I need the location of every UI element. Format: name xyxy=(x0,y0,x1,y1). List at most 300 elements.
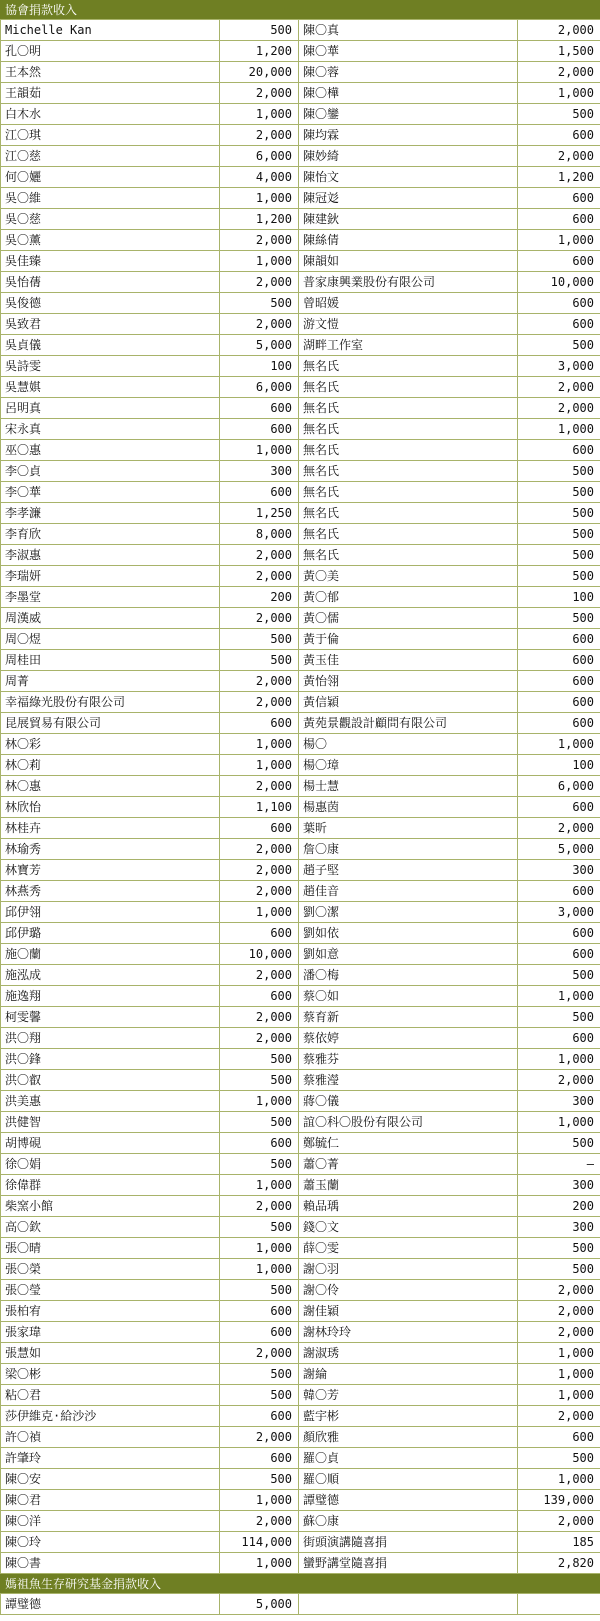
table-row xyxy=(1,1553,600,1574)
donation-amount-right: 2,820 xyxy=(518,1553,600,1574)
donation-amount-left: 600 xyxy=(220,986,299,1007)
table-row xyxy=(1,461,600,482)
table-row xyxy=(1,1028,600,1049)
donation-amount-right: 2,000 xyxy=(518,1280,600,1301)
donation-amount-left: 500 xyxy=(220,1469,299,1490)
donation-amount-left: 500 xyxy=(220,1280,299,1301)
donation-amount-left: 2,000 xyxy=(220,965,299,986)
donation-amount-left: 1,000 xyxy=(220,902,299,923)
donor-name-left: 周〇煜 xyxy=(1,629,220,650)
donation-amount-left: 4,000 xyxy=(220,167,299,188)
donation-amount-left: 1,000 xyxy=(220,1259,299,1280)
donor-name-right: 陳絲倩 xyxy=(299,230,518,251)
donor-name-left: 洪美惠 xyxy=(1,1091,220,1112)
donation-amount-left: 500 xyxy=(220,1154,299,1175)
donor-name-left: 林燕秀 xyxy=(1,881,220,902)
donor-name-left: 洪〇鋒 xyxy=(1,1049,220,1070)
donation-amount-right: 5,000 xyxy=(518,839,600,860)
donor-name-right: 陳〇華 xyxy=(299,41,518,62)
donation-amount-right: – xyxy=(518,1154,600,1175)
donation-amount-right: 1,000 xyxy=(518,1049,600,1070)
donation-amount-left: 1,000 xyxy=(220,440,299,461)
donation-amount-right: 500 xyxy=(518,566,600,587)
donor-name-right: 陳妙綺 xyxy=(299,146,518,167)
table-row xyxy=(1,608,600,629)
donation-amount-right: 3,000 xyxy=(518,902,600,923)
donor-name-left: 施泓成 xyxy=(1,965,220,986)
donor-name-left: 陳〇安 xyxy=(1,1469,220,1490)
donor-name-right: 黃〇儒 xyxy=(299,608,518,629)
donor-name-left: 洪〇翔 xyxy=(1,1028,220,1049)
donor-name-right: 陳建鈥 xyxy=(299,209,518,230)
donor-name-left: 王本然 xyxy=(1,62,220,83)
table-row xyxy=(1,860,600,881)
table-row xyxy=(1,1217,600,1238)
table-row xyxy=(1,1238,600,1259)
donation-amount-left: 1,200 xyxy=(220,209,299,230)
donation-amount-right: 500 xyxy=(518,461,600,482)
table-row xyxy=(1,566,600,587)
donation-amount-left: 600 xyxy=(220,818,299,839)
donation-amount-right: 139,000 xyxy=(518,1490,600,1511)
table-row xyxy=(1,1511,600,1532)
donation-amount-left: 1,000 xyxy=(220,188,299,209)
table-row xyxy=(1,1301,600,1322)
donor-name-right: 葉昕 xyxy=(299,818,518,839)
donor-name-left: 洪〇叡 xyxy=(1,1070,220,1091)
table-row xyxy=(1,692,600,713)
donation-amount-right: 1,000 xyxy=(518,986,600,1007)
donor-name-right: 黃于倫 xyxy=(299,629,518,650)
donor-name-right: 無名氏 xyxy=(299,356,518,377)
donation-amount-left: 600 xyxy=(220,1406,299,1427)
donor-name-left: 吳詩雯 xyxy=(1,356,220,377)
donor-name-left: 李孝濂 xyxy=(1,503,220,524)
donor-name-left: 李育欣 xyxy=(1,524,220,545)
donation-amount-right: 3,000 xyxy=(518,356,600,377)
donation-amount-right: 300 xyxy=(518,1091,600,1112)
donor-name-right: 錢〇文 xyxy=(299,1217,518,1238)
donor-name-right: 楊士慧 xyxy=(299,776,518,797)
donation-amount-right: 1,000 xyxy=(518,1364,600,1385)
donor-name-left: 高〇欽 xyxy=(1,1217,220,1238)
donor-name-right: 謝淑琇 xyxy=(299,1343,518,1364)
donations-table-body xyxy=(1,20,600,1574)
donation-amount-right: 2,000 xyxy=(518,1070,600,1091)
donor-name-left: 林瑜秀 xyxy=(1,839,220,860)
donation-amount-right: 1,200 xyxy=(518,167,600,188)
table-row xyxy=(1,125,600,146)
donation-amount-left: 500 xyxy=(220,20,299,41)
table-row xyxy=(1,251,600,272)
donor-name-right: 曾昭媛 xyxy=(299,293,518,314)
donor-name-left: 呂明真 xyxy=(1,398,220,419)
donation-amount-left: 500 xyxy=(220,1070,299,1091)
donation-amount-left: 2,000 xyxy=(220,566,299,587)
donation-amount-right: 600 xyxy=(518,629,600,650)
table-row xyxy=(1,1364,600,1385)
donation-amount-right xyxy=(518,1594,600,1615)
donation-amount-left: 600 xyxy=(220,398,299,419)
donation-amount-left: 1,200 xyxy=(220,41,299,62)
donation-amount-left: 1,000 xyxy=(220,1238,299,1259)
donor-name-left: 林〇彩 xyxy=(1,734,220,755)
donor-name-right: 蔡雅芬 xyxy=(299,1049,518,1070)
donation-amount-right: 500 xyxy=(518,482,600,503)
donation-amount-left: 2,000 xyxy=(220,1028,299,1049)
donor-name-right: 鄭毓仁 xyxy=(299,1133,518,1154)
donation-amount-right: 200 xyxy=(518,1196,600,1217)
donation-amount-left: 1,000 xyxy=(220,1553,299,1574)
donation-amount-left: 100 xyxy=(220,356,299,377)
donor-name-right: 詹〇康 xyxy=(299,839,518,860)
donor-name-right: 謝佳穎 xyxy=(299,1301,518,1322)
table-row xyxy=(1,440,600,461)
donation-amount-right: 1,500 xyxy=(518,41,600,62)
fund-table xyxy=(0,1594,600,1615)
donor-name-right: 蔣〇儀 xyxy=(299,1091,518,1112)
donation-amount-left: 2,000 xyxy=(220,314,299,335)
donation-amount-left: 600 xyxy=(220,1133,299,1154)
fund-table-body xyxy=(1,1594,600,1615)
table-row xyxy=(1,1594,600,1615)
donor-name-right: 蔡雅瀅 xyxy=(299,1070,518,1091)
table-row xyxy=(1,986,600,1007)
donor-name-left: 林寶芳 xyxy=(1,860,220,881)
donor-name-right: 誼〇科〇股份有限公司 xyxy=(299,1112,518,1133)
donor-name-right: 普家康興業股份有限公司 xyxy=(299,272,518,293)
donor-name-right: 蔡依婷 xyxy=(299,1028,518,1049)
donation-amount-left: 1,000 xyxy=(220,734,299,755)
table-row xyxy=(1,83,600,104)
donation-amount-left: 2,000 xyxy=(220,860,299,881)
donation-amount-right: 2,000 xyxy=(518,146,600,167)
table-row xyxy=(1,671,600,692)
donor-name-right: 劉〇潔 xyxy=(299,902,518,923)
donor-name-right: 楊惠茵 xyxy=(299,797,518,818)
table-row xyxy=(1,1007,600,1028)
donation-amount-right: 600 xyxy=(518,125,600,146)
donation-amount-right: 600 xyxy=(518,671,600,692)
donation-amount-left: 1,100 xyxy=(220,797,299,818)
donation-amount-right: 600 xyxy=(518,209,600,230)
donation-amount-left: 600 xyxy=(220,923,299,944)
table-row xyxy=(1,650,600,671)
donor-name-left: 陳〇君 xyxy=(1,1490,220,1511)
donor-name-left: 許肇玲 xyxy=(1,1448,220,1469)
donation-amount-left: 8,000 xyxy=(220,524,299,545)
table-row xyxy=(1,629,600,650)
table-row xyxy=(1,62,600,83)
donation-amount-left: 1,000 xyxy=(220,104,299,125)
donation-amount-right: 1,000 xyxy=(518,230,600,251)
donation-amount-right: 2,000 xyxy=(518,818,600,839)
donor-name-left: 林〇莉 xyxy=(1,755,220,776)
donor-name-left: Michelle Kan xyxy=(1,20,220,41)
donor-name-right: 黃怡翎 xyxy=(299,671,518,692)
donor-name-right xyxy=(299,1594,518,1615)
table-row xyxy=(1,1070,600,1091)
donation-amount-right: 600 xyxy=(518,188,600,209)
table-row xyxy=(1,902,600,923)
donation-amount-right: 100 xyxy=(518,755,600,776)
donation-amount-left: 600 xyxy=(220,713,299,734)
donation-amount-left: 1,250 xyxy=(220,503,299,524)
donor-name-left: 邱伊璐 xyxy=(1,923,220,944)
donation-amount-right: 600 xyxy=(518,797,600,818)
donation-amount-right: 600 xyxy=(518,293,600,314)
donation-amount-right: 600 xyxy=(518,713,600,734)
donor-name-right: 無名氏 xyxy=(299,377,518,398)
donor-name-right: 謝綸 xyxy=(299,1364,518,1385)
table-row xyxy=(1,1469,600,1490)
donor-name-right: 黃〇美 xyxy=(299,566,518,587)
table-row xyxy=(1,1490,600,1511)
donation-amount-left: 1,000 xyxy=(220,755,299,776)
donor-name-left: 江〇琪 xyxy=(1,125,220,146)
table-row xyxy=(1,398,600,419)
table-row xyxy=(1,209,600,230)
donor-name-right: 陳〇鑾 xyxy=(299,104,518,125)
donation-amount-left: 20,000 xyxy=(220,62,299,83)
donor-name-right: 陳冠彣 xyxy=(299,188,518,209)
donation-amount-right: 500 xyxy=(518,608,600,629)
donation-amount-right: 2,000 xyxy=(518,1406,600,1427)
donor-name-right: 蕭玉蘭 xyxy=(299,1175,518,1196)
donation-amount-left: 10,000 xyxy=(220,944,299,965)
table-row xyxy=(1,1532,600,1553)
donation-amount-right: 600 xyxy=(518,923,600,944)
donation-amount-right: 500 xyxy=(518,1238,600,1259)
donor-name-right: 謝〇伶 xyxy=(299,1280,518,1301)
donation-amount-left: 6,000 xyxy=(220,377,299,398)
donor-name-right: 陳〇真 xyxy=(299,20,518,41)
donation-amount-right: 500 xyxy=(518,545,600,566)
donor-name-left: 梁〇彬 xyxy=(1,1364,220,1385)
donation-amount-left: 5,000 xyxy=(220,1594,299,1615)
table-row xyxy=(1,272,600,293)
donor-name-right: 街頭演講隨喜捐 xyxy=(299,1532,518,1553)
donor-name-left: 譚璧德 xyxy=(1,1594,220,1615)
donor-name-right: 蔡育新 xyxy=(299,1007,518,1028)
donor-name-left: 柯雯馨 xyxy=(1,1007,220,1028)
donation-amount-left: 600 xyxy=(220,1301,299,1322)
donor-name-right: 羅〇貞 xyxy=(299,1448,518,1469)
donation-amount-right: 600 xyxy=(518,650,600,671)
donor-name-left: 柴窯小館 xyxy=(1,1196,220,1217)
table-row xyxy=(1,20,600,41)
donor-name-right: 陳怡文 xyxy=(299,167,518,188)
donor-name-right: 謝林玲玲 xyxy=(299,1322,518,1343)
donor-name-left: 張〇榮 xyxy=(1,1259,220,1280)
table-row xyxy=(1,818,600,839)
donation-amount-left: 2,000 xyxy=(220,608,299,629)
donor-name-right: 游文愷 xyxy=(299,314,518,335)
table-row xyxy=(1,146,600,167)
donation-amount-right: 500 xyxy=(518,1448,600,1469)
table-row xyxy=(1,1196,600,1217)
donor-name-right: 羅〇順 xyxy=(299,1469,518,1490)
donation-amount-left: 2,000 xyxy=(220,839,299,860)
donation-amount-left: 500 xyxy=(220,629,299,650)
donation-amount-right: 1,000 xyxy=(518,1385,600,1406)
donation-amount-left: 2,000 xyxy=(220,230,299,251)
donor-name-right: 楊〇璋 xyxy=(299,755,518,776)
donor-name-left: 宋永真 xyxy=(1,419,220,440)
donation-amount-left: 2,000 xyxy=(220,1196,299,1217)
donation-amount-left: 2,000 xyxy=(220,1511,299,1532)
donation-amount-right: 6,000 xyxy=(518,776,600,797)
donor-name-right: 謝〇羽 xyxy=(299,1259,518,1280)
table-row xyxy=(1,419,600,440)
donation-amount-left: 2,000 xyxy=(220,1007,299,1028)
donor-name-right: 薛〇雯 xyxy=(299,1238,518,1259)
donation-amount-left: 1,000 xyxy=(220,251,299,272)
donor-name-right: 無名氏 xyxy=(299,503,518,524)
donations-table xyxy=(0,20,600,1574)
table-row xyxy=(1,1175,600,1196)
table-row xyxy=(1,944,600,965)
donation-amount-right: 600 xyxy=(518,314,600,335)
donation-amount-right: 1,000 xyxy=(518,734,600,755)
donor-name-left: 周漢威 xyxy=(1,608,220,629)
donation-amount-left: 5,000 xyxy=(220,335,299,356)
donation-amount-right: 500 xyxy=(518,524,600,545)
donor-name-left: 陳〇書 xyxy=(1,1553,220,1574)
donation-amount-right: 2,000 xyxy=(518,398,600,419)
donor-name-left: 吳怡蒨 xyxy=(1,272,220,293)
donor-name-right: 黃〇郁 xyxy=(299,587,518,608)
donation-amount-left: 300 xyxy=(220,461,299,482)
donor-name-left: 胡博硯 xyxy=(1,1133,220,1154)
donation-amount-right: 1,000 xyxy=(518,1469,600,1490)
donation-amount-right: 1,000 xyxy=(518,1112,600,1133)
donor-name-left: 李〇華 xyxy=(1,482,220,503)
donation-amount-right: 1,000 xyxy=(518,1343,600,1364)
donor-name-right: 無名氏 xyxy=(299,419,518,440)
donation-amount-left: 2,000 xyxy=(220,1343,299,1364)
donor-name-right: 蔡〇如 xyxy=(299,986,518,1007)
table-row xyxy=(1,104,600,125)
table-row xyxy=(1,503,600,524)
donor-name-left: 吳貞儀 xyxy=(1,335,220,356)
donor-name-right: 黃苑景觀設計顧問有限公司 xyxy=(299,713,518,734)
donation-amount-left: 600 xyxy=(220,419,299,440)
donor-name-right: 韓〇芳 xyxy=(299,1385,518,1406)
table-row xyxy=(1,923,600,944)
donation-amount-left: 2,000 xyxy=(220,83,299,104)
donation-amount-right: 600 xyxy=(518,881,600,902)
table-row xyxy=(1,41,600,62)
donor-name-left: 張慧如 xyxy=(1,1343,220,1364)
donation-amount-right: 1,000 xyxy=(518,419,600,440)
donation-amount-right: 500 xyxy=(518,104,600,125)
donor-name-right: 黃信穎 xyxy=(299,692,518,713)
donor-name-right: 趙子堅 xyxy=(299,860,518,881)
donor-name-left: 昆展貿易有限公司 xyxy=(1,713,220,734)
table-row xyxy=(1,314,600,335)
donation-amount-left: 600 xyxy=(220,482,299,503)
donation-amount-right: 10,000 xyxy=(518,272,600,293)
table-row xyxy=(1,881,600,902)
donation-amount-left: 2,000 xyxy=(220,125,299,146)
table-row xyxy=(1,1259,600,1280)
donor-name-left: 許〇禎 xyxy=(1,1427,220,1448)
donation-amount-right: 600 xyxy=(518,1028,600,1049)
donor-name-left: 李墨堂 xyxy=(1,587,220,608)
donation-amount-left: 2,000 xyxy=(220,272,299,293)
table-row xyxy=(1,1049,600,1070)
donor-name-left: 孔〇明 xyxy=(1,41,220,62)
table-row xyxy=(1,713,600,734)
donation-amount-left: 500 xyxy=(220,1217,299,1238)
donor-name-left: 吳〇維 xyxy=(1,188,220,209)
donor-name-right: 無名氏 xyxy=(299,524,518,545)
donation-amount-right: 500 xyxy=(518,335,600,356)
donation-amount-right: 2,000 xyxy=(518,1301,600,1322)
donation-amount-left: 1,000 xyxy=(220,1175,299,1196)
table-row xyxy=(1,482,600,503)
donation-amount-right: 300 xyxy=(518,860,600,881)
donor-name-left: 張柏宥 xyxy=(1,1301,220,1322)
donor-name-right: 無名氏 xyxy=(299,545,518,566)
donation-amount-right: 600 xyxy=(518,440,600,461)
section-header-dolphin-fund: 媽祖魚生存研究基金捐款收入 xyxy=(0,1574,600,1594)
donor-name-left: 吳慧娸 xyxy=(1,377,220,398)
donation-amount-right: 2,000 xyxy=(518,62,600,83)
donor-name-left: 江〇慈 xyxy=(1,146,220,167)
table-row xyxy=(1,377,600,398)
donor-name-right: 蘇〇康 xyxy=(299,1511,518,1532)
donor-name-right: 無名氏 xyxy=(299,461,518,482)
table-row xyxy=(1,167,600,188)
donor-name-left: 林欣怡 xyxy=(1,797,220,818)
donor-name-left: 莎伊維克·給沙沙 xyxy=(1,1406,220,1427)
donation-amount-left: 500 xyxy=(220,1112,299,1133)
donor-name-left: 吳致君 xyxy=(1,314,220,335)
table-row xyxy=(1,1343,600,1364)
donor-name-right: 無名氏 xyxy=(299,440,518,461)
donation-amount-left: 500 xyxy=(220,1364,299,1385)
donation-amount-left: 500 xyxy=(220,293,299,314)
donor-name-left: 張〇晴 xyxy=(1,1238,220,1259)
table-row xyxy=(1,734,600,755)
donor-name-right: 蕭〇菁 xyxy=(299,1154,518,1175)
donor-name-left: 邱伊翎 xyxy=(1,902,220,923)
donation-amount-left: 2,000 xyxy=(220,692,299,713)
donor-name-left: 何〇孋 xyxy=(1,167,220,188)
donor-name-left: 陳〇玲 xyxy=(1,1532,220,1553)
donation-amount-right: 185 xyxy=(518,1532,600,1553)
donation-amount-left: 2,000 xyxy=(220,545,299,566)
donor-name-left: 王韻茹 xyxy=(1,83,220,104)
donation-amount-left: 500 xyxy=(220,1385,299,1406)
donor-name-right: 陳均霖 xyxy=(299,125,518,146)
donation-amount-right: 600 xyxy=(518,251,600,272)
table-row xyxy=(1,356,600,377)
donation-amount-left: 2,000 xyxy=(220,881,299,902)
donation-amount-right: 600 xyxy=(518,944,600,965)
donation-amount-left: 1,000 xyxy=(220,1091,299,1112)
donor-name-right: 無名氏 xyxy=(299,398,518,419)
donor-name-right: 藍宇彬 xyxy=(299,1406,518,1427)
donor-name-right: 顏欣雅 xyxy=(299,1427,518,1448)
donor-name-right: 劉如意 xyxy=(299,944,518,965)
donor-name-left: 周桂田 xyxy=(1,650,220,671)
table-row xyxy=(1,587,600,608)
table-row xyxy=(1,1280,600,1301)
donor-name-right: 楊〇 xyxy=(299,734,518,755)
